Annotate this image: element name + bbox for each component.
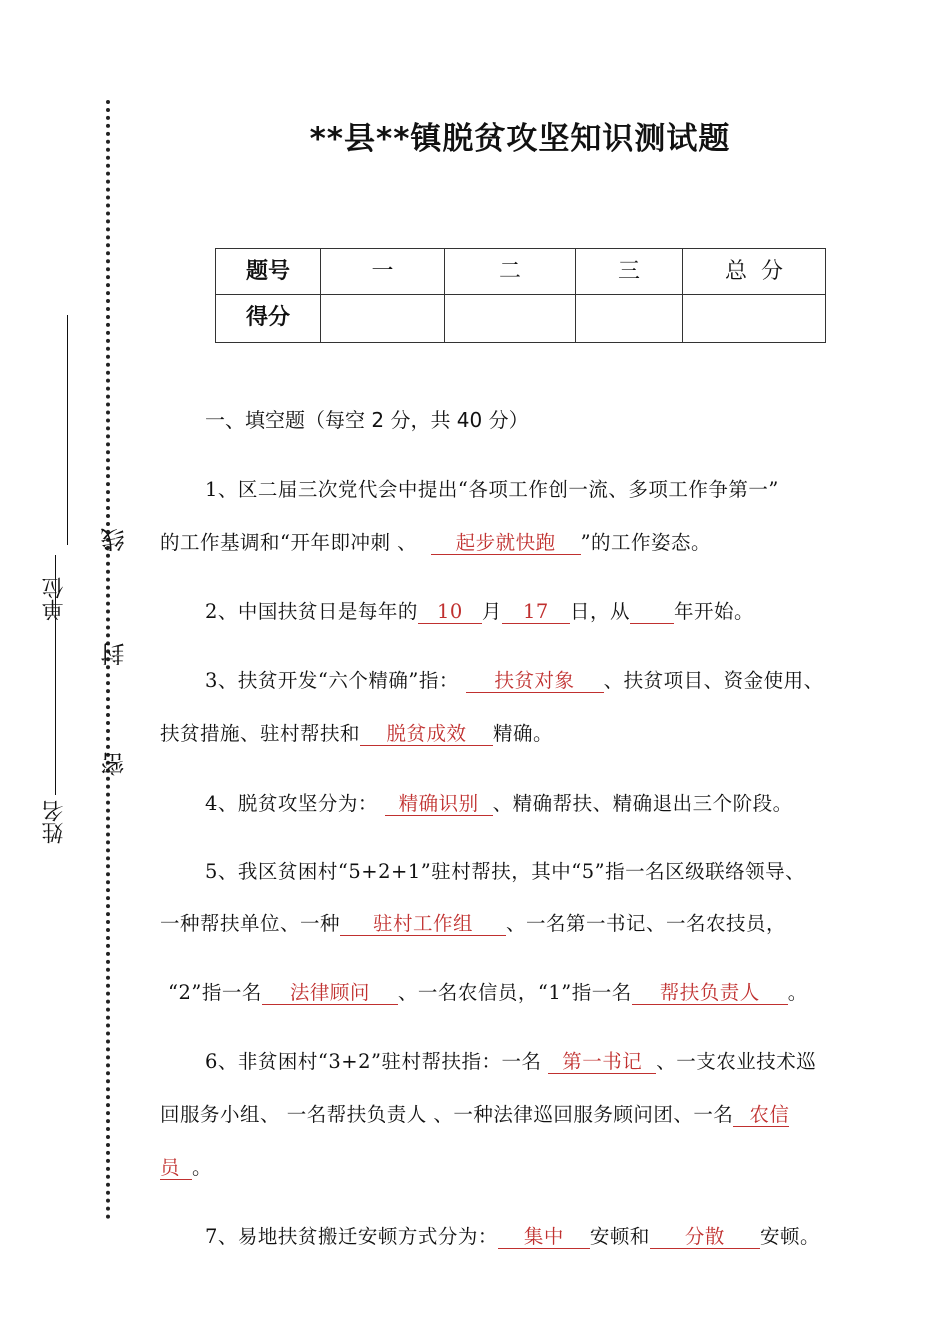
table-row	[216, 249, 826, 295]
q6-text: 。	[192, 1156, 213, 1179]
answer-blank: 法律顾问	[262, 982, 398, 1005]
name-label: 姓名	[42, 800, 67, 844]
q4-line	[205, 788, 793, 816]
q5-line2	[160, 908, 786, 936]
answer-blank: 第一书记	[548, 1051, 656, 1074]
name-underline	[67, 315, 68, 545]
q3-text: 精确。	[493, 722, 554, 745]
section-heading: 一、填空题（每空 2 分，共 40 分）	[205, 408, 529, 432]
answer-blank: 脱贫成效	[360, 723, 493, 746]
answer-blank: 帮扶负责人	[632, 982, 788, 1005]
q1-line2	[160, 527, 711, 555]
table-row	[216, 295, 826, 343]
answer-blank: 分散	[650, 1226, 760, 1249]
answer-blank: 集中	[498, 1226, 590, 1249]
q5-text: 、一名农信员，“1”指一名	[397, 981, 632, 1004]
header-cell: 三	[576, 249, 683, 295]
q5-text: 。	[787, 981, 808, 1004]
q6-line2	[160, 1099, 789, 1127]
q1-text: ”的工作姿态。	[580, 531, 712, 554]
answer-blank: 精确识别	[385, 793, 493, 816]
q6-text: 回服务小组、 一名帮扶负责人 、一种法律巡回服务顾问团、一名	[160, 1103, 734, 1126]
row-label-cell: 得分	[216, 295, 321, 343]
q3-line2	[160, 718, 553, 746]
q5-text: 5、我区贫困村“5+2+1”驻村帮扶，其中“5”指一名区级联络领导、	[205, 860, 806, 883]
q1-line1	[205, 474, 779, 502]
empty-blank	[630, 601, 674, 624]
q6-line1	[205, 1046, 816, 1074]
answer-blank: 17	[502, 601, 570, 624]
score-cell	[683, 295, 826, 343]
q3-text: 扶贫措施、驻村帮扶和	[160, 722, 361, 745]
seal-char-seal: 封	[101, 642, 129, 666]
q2-text: 2、中国扶贫日是每年的	[205, 600, 418, 623]
q3-text: 、扶贫项目、资金使用、	[603, 669, 824, 692]
q1-text: 1、区二届三次党代会中提出“各项工作创一流、多项工作争第一”	[205, 478, 779, 501]
q6-line3	[160, 1152, 212, 1180]
answer-blank: 农信	[733, 1104, 789, 1127]
seal-char-line: 线	[101, 528, 129, 552]
q3-line1	[205, 665, 824, 693]
score-cell	[445, 295, 576, 343]
unit-label: 单位	[42, 577, 67, 621]
q6-text: 6、非贫困村“3+2”驻村帮扶指：一名	[205, 1050, 542, 1073]
q3-text: 3、扶贫开发“六个精确”指：	[205, 669, 459, 692]
q6-text: 、一支农业技术巡	[656, 1050, 817, 1073]
q5-text: 、一名第一书记、一名农技员，	[506, 912, 787, 935]
header-cell: 二	[445, 249, 576, 295]
q4-text: 4、脱贫攻坚分为：	[205, 792, 378, 815]
q5-text: 一种帮扶单位、一种	[160, 912, 341, 935]
answer-blank: 起步就快跑	[431, 532, 581, 555]
q1-text: 的工作基调和“开年即冲刺 、	[160, 531, 418, 554]
answer-blank: 驻村工作组	[340, 913, 506, 936]
answer-blank: 员	[160, 1157, 192, 1180]
q7-text: 7、易地扶贫搬迁安顿方式分为：	[205, 1225, 498, 1248]
q7-text: 安顿和	[589, 1225, 650, 1248]
q2-text: 月	[481, 600, 502, 623]
score-table	[215, 248, 826, 343]
answer-blank: 10	[418, 601, 482, 624]
q4-text: 、精确帮扶、精确退出三个阶段。	[492, 792, 793, 815]
header-cell: 题号	[216, 249, 321, 295]
q2-text: 年开始。	[673, 600, 754, 623]
q2-text: 日，从	[569, 600, 630, 623]
q5-line3	[168, 977, 808, 1005]
header-cell: 总 分	[683, 249, 826, 295]
page-title: **县**镇脱贫攻坚知识测试题	[309, 121, 731, 157]
score-cell	[321, 295, 445, 343]
score-cell	[576, 295, 683, 343]
q7-text: 安顿。	[759, 1225, 820, 1248]
answer-blank: 扶贫对象	[466, 670, 604, 693]
seal-char-secret: 密	[101, 752, 129, 776]
q5-text: “2”指一名	[168, 981, 262, 1004]
header-cell: 一	[321, 249, 445, 295]
q5-line1	[205, 856, 805, 884]
q2-line	[205, 596, 754, 624]
q7-line	[205, 1221, 820, 1249]
